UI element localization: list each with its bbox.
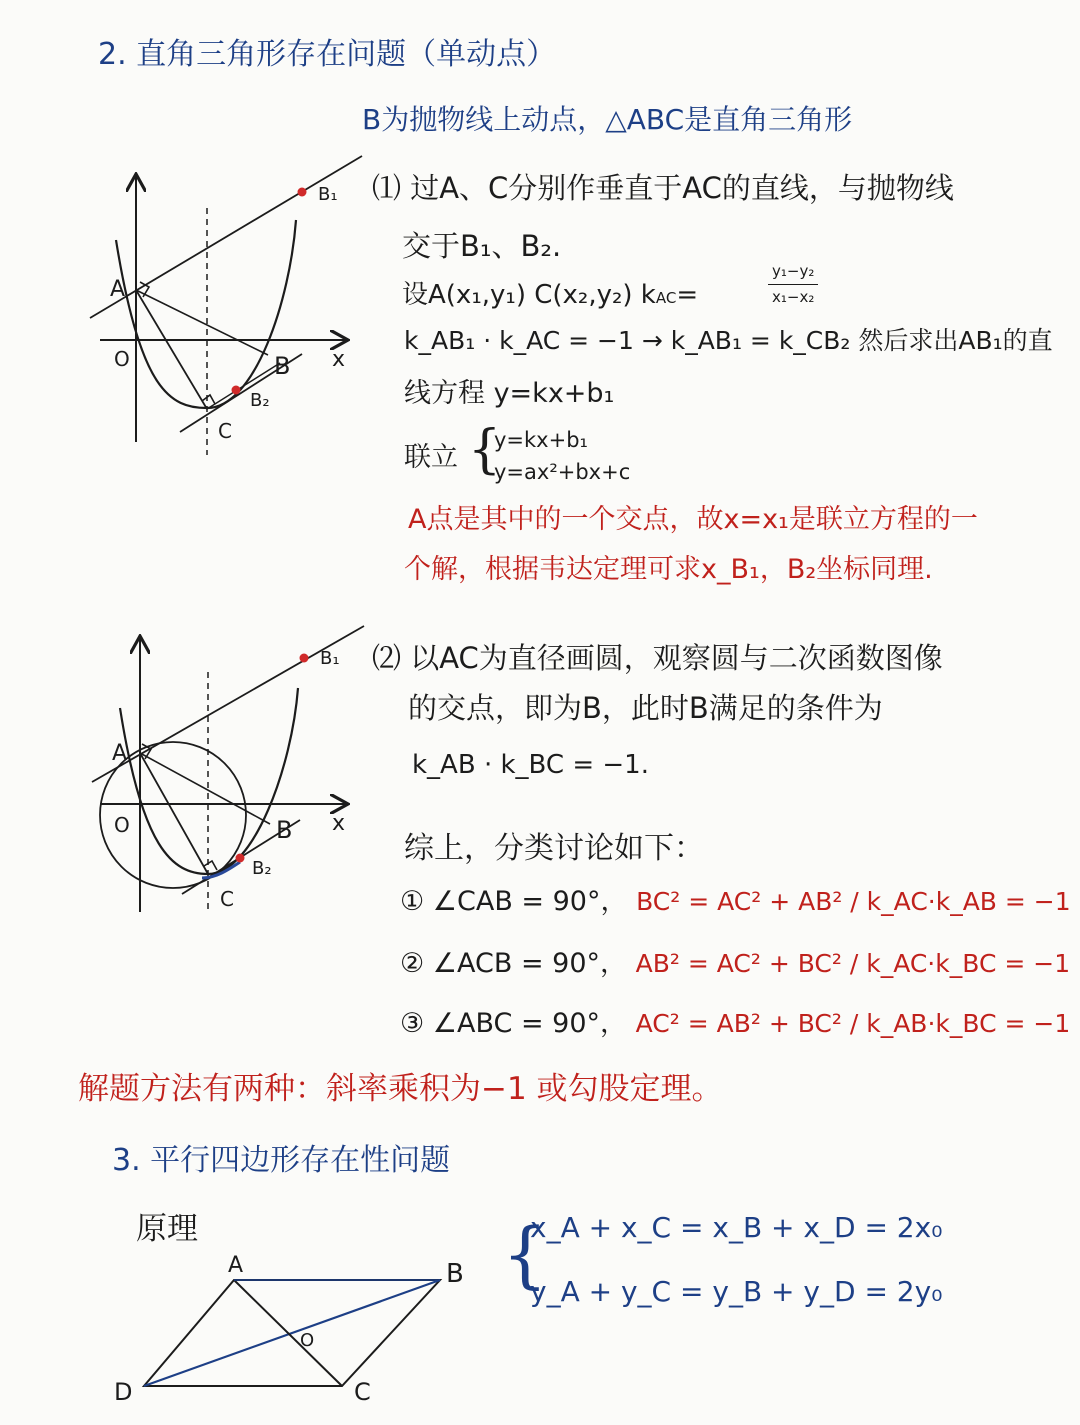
label-a: A (110, 277, 126, 302)
principle-label: 原理 (136, 1211, 198, 1247)
label-c: C (218, 419, 232, 443)
label-b: B (274, 352, 291, 380)
system-label: 联立 (404, 442, 458, 473)
conclusion: 解题方法有两种：斜率乘积为−1 或勾股定理。 (78, 1071, 723, 1107)
system-eq-1: y=kx+b₁ (494, 428, 588, 452)
label-x: x (332, 811, 346, 836)
label-o: O (114, 347, 130, 371)
label-a: A (228, 1253, 244, 1278)
system-eq-2: y=ax²+bx+c (494, 460, 631, 484)
case-2-angle: ② ∠ACB = 90°， (400, 948, 628, 979)
method-2-line-1: ⑵ 以AC为直径画圆，观察圆与二次函数图像 (372, 641, 943, 675)
case-3 (400, 1010, 1070, 1037)
method-1-line-1: ⑴ 过A、C分别作垂直于AC的直线，与抛物线 (372, 171, 954, 205)
point-b1 (298, 188, 307, 197)
method-2-line-3: k_AB · k_BC = −1. (412, 750, 649, 780)
section-2-subtitle: B为抛物线上动点，△ABC是直角三角形 (362, 103, 853, 136)
line-3-eq: = (676, 280, 699, 310)
case-2 (400, 950, 1070, 977)
principle-eq-1: x_A + x_C = x_B + x_D = 2x₀ (530, 1211, 943, 1244)
label-c: C (220, 887, 234, 911)
section-3-title: 3. 平行四边形存在性问题 (112, 1143, 451, 1178)
method-1-note-2: 个解，根据韦达定理可求x_B₁，B₂坐标同理. (404, 554, 933, 585)
label-a: A (112, 741, 128, 766)
label-o: O (114, 813, 130, 837)
system-brace: { (468, 420, 502, 480)
method-1-line-3 (402, 282, 698, 308)
line-ab1 (90, 156, 362, 318)
label-b1: B₁ (318, 184, 338, 205)
case-3-eq: AC² = AB² + BC² / k_AB·k_BC = −1 (635, 1009, 1071, 1038)
label-o: O (300, 1330, 315, 1351)
method-1-line-2: 交于B₁、B₂. (402, 229, 562, 263)
method-1-line-5: 线方程 y=kx+b₁ (404, 378, 615, 409)
case-1-angle: ① ∠CAB = 90°， (400, 886, 628, 917)
point-b2 (232, 386, 241, 395)
label-d: D (114, 1378, 133, 1406)
label-b1: B₁ (320, 648, 340, 669)
point-b1 (300, 654, 309, 663)
label-b2: B₂ (250, 390, 270, 411)
diagonal-ac (234, 1280, 342, 1386)
label-b2: B₂ (252, 858, 272, 879)
label-b: B (276, 816, 293, 844)
line-3-prefix: 设A(x₁,y₁) C(x₂,y₂) k (402, 280, 656, 310)
case-1 (400, 888, 1071, 915)
fraction-numerator: y₁−y₂ (772, 262, 815, 280)
summary-title: 综上，分类讨论如下： (404, 831, 704, 866)
method-2-line-2: 的交点，即为B，此时B满足的条件为 (408, 691, 883, 725)
figure-1-parabola-perpendiculars (80, 150, 370, 460)
case-3-angle: ③ ∠ABC = 90°， (400, 1008, 628, 1039)
principle-eq-2: y_A + y_C = y_B + y_D = 2y₀ (530, 1275, 943, 1308)
label-c: C (354, 1378, 371, 1406)
case-1-eq: BC² = AC² + AB² / k_AC·k_AB = −1 (636, 887, 1071, 916)
figure-2-circle-method (80, 616, 370, 916)
point-b2 (236, 854, 245, 863)
slope-fraction (768, 262, 828, 310)
principle-brace: { (502, 1212, 548, 1296)
method-1-line-4: k_AB₁ · k_AC = −1 → k_AB₁ = k_CB₂ 然后求出AB₁的直 (404, 326, 1053, 355)
label-x: x (332, 347, 346, 372)
line-3-sub: AC (655, 289, 677, 307)
fraction-denominator: x₁−x₂ (772, 288, 815, 306)
label-b: B (446, 1259, 464, 1289)
method-1-note-1: A点是其中的一个交点，故x=x₁是联立方程的一 (408, 504, 978, 535)
section-2-title: 2. 直角三角形存在问题（单动点） (98, 37, 557, 72)
case-2-eq: AB² = AC² + BC² / k_AC·k_BC = −1 (635, 949, 1071, 978)
figure-3-parallelogram (110, 1250, 490, 1410)
